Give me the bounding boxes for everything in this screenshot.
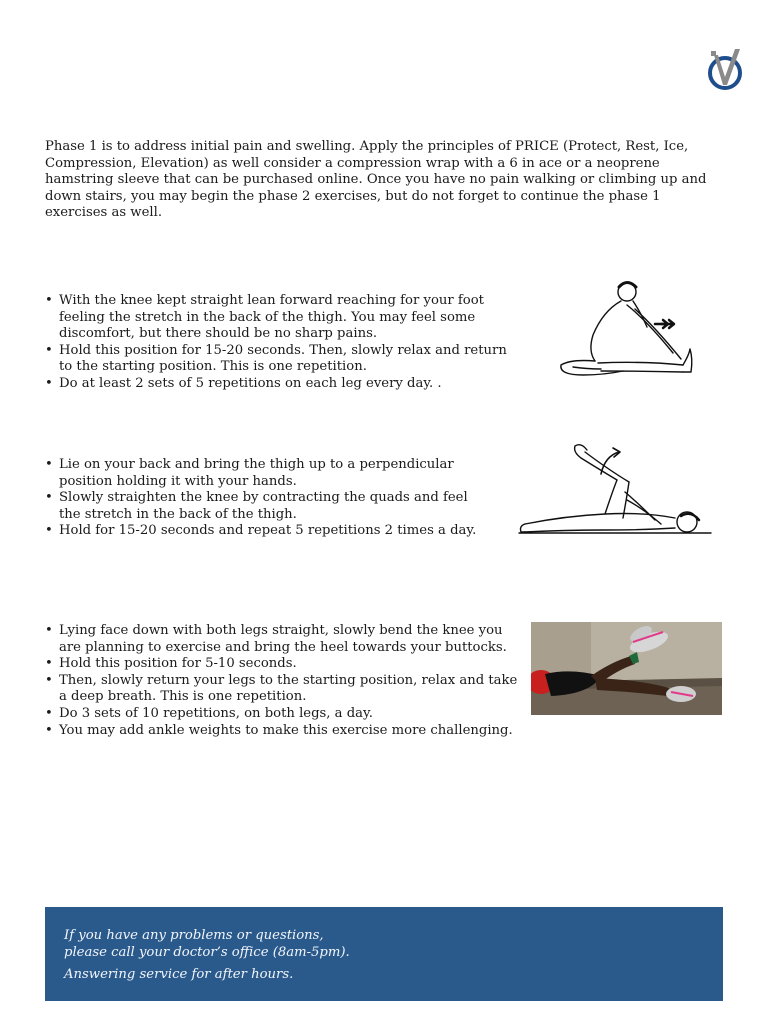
list-item: • Slowly straighten the knee by contracting the quads and feel the stretch in the back of the thigh. (45, 490, 485, 523)
list-item: • Lie on your back and bring the thigh up to a perpendicular position holding it with your hands. (45, 457, 485, 490)
footer-contact-text: If you have any problems or questions, please call your doctor’s office (8am-5pm). (64, 928, 350, 960)
exercise-2-instructions (45, 457, 485, 540)
list-item: • Then, slowly return your legs to the starting position, relax and take a deep breath. This is one repetition. (45, 673, 520, 706)
exercise-1-instructions (45, 293, 515, 393)
prone-hamstring-curl-photo (531, 622, 722, 715)
intro-paragraph: Phase 1 is to address initial pain and swelling. Apply the principles of PRICE (Protect, Rest, Ice, Compression, Elevation) as well consider a compression wrap with a 6 in ace or a neoprene hamstring sleeve that can be purchased online. Once you have no pain walking or climbing up and down stairs, you may begin the phase 2 exercises, but do not forget to continue the phase 1 exercises as well. (45, 139, 707, 221)
seated-hamstring-stretch-illustration (543, 275, 723, 385)
list-item: • Do at least 2 sets of 5 repetitions on each leg every day. . (45, 376, 515, 393)
list-item: • Hold this position for 5-10 seconds. (45, 656, 520, 673)
footer-after-hours-text: Answering service for after hours. (64, 967, 294, 982)
list-item: • Hold this position for 15-20 seconds. Then, slowly relax and return to the starting position. This is one repetition. (45, 343, 515, 376)
checkmark-circle-logo-icon (705, 47, 745, 93)
list-item: • You may add ankle weights to make this exercise more challenging. (45, 723, 520, 740)
list-item: • Do 3 sets of 10 repetitions, on both legs, a day. (45, 706, 520, 723)
supine-hamstring-stretch-illustration (505, 430, 723, 550)
exercise-3-instructions (45, 623, 520, 739)
list-item: • Hold for 15-20 seconds and repeat 5 repetitions 2 times a day. (45, 523, 485, 540)
list-item: • With the knee kept straight lean forward reaching for your foot feeling the stretch in the back of the thigh. You may feel some discomfort, but there should be no sharp pains. (45, 293, 515, 343)
list-item: • Lying face down with both legs straight, slowly bend the knee you are planning to exercise and bring the heel towards your buttocks. (45, 623, 520, 656)
contact-footer (45, 907, 723, 1001)
